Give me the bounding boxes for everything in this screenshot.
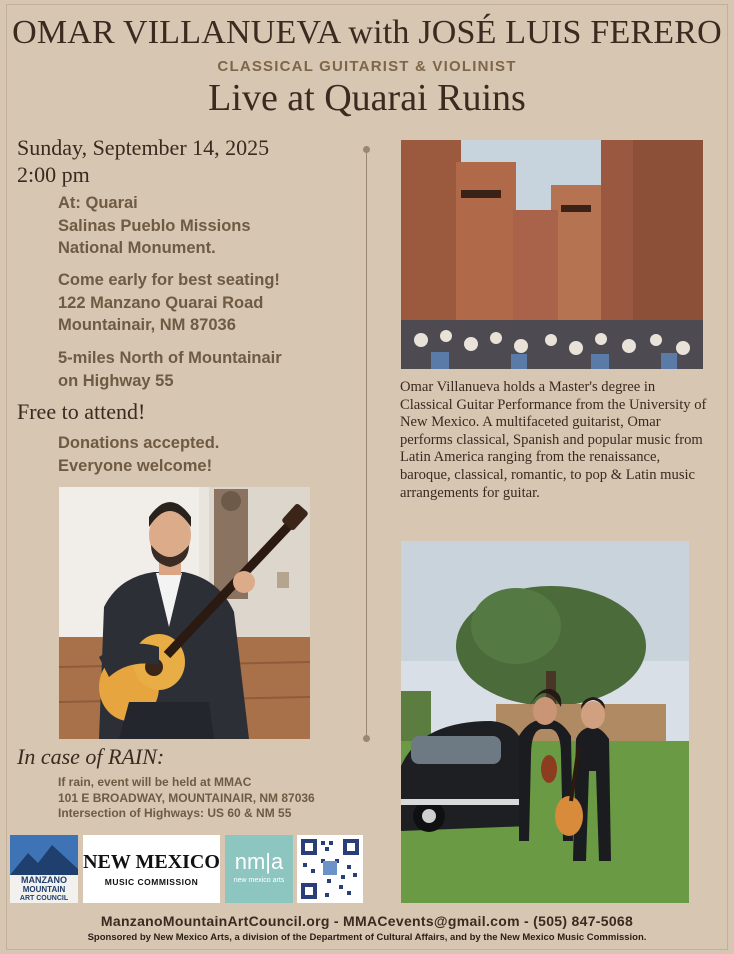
address-line: Come early for best seating! bbox=[58, 271, 280, 289]
venue-line: Salinas Pueblo Missions bbox=[58, 216, 251, 235]
venue-line: At: Quarai bbox=[58, 194, 138, 212]
rain-line: 101 E BROADWAY, MOUNTAINAIR, NM 87036 bbox=[58, 790, 315, 805]
guitarist-bio: Omar Villanueva holds a Master's degree in Classical Guitar Performance from the University of New Mexico. A multifaceted guitarist, Omar performs classical, Spanish and popular music from Latin America ranging from the renaissance, baroque, classical, romantic, to pop & Latin music arrangements for guitar. bbox=[400, 379, 707, 501]
sponsor-line: Sponsored by New Mexico Arts, a division of the Department of Cultural Affairs, and by the New Mexico Music Commission. bbox=[87, 932, 647, 943]
divider-dot-top bbox=[363, 146, 370, 153]
rain-heading: In case of RAIN: bbox=[17, 744, 165, 769]
directions-line: on Highway 55 bbox=[58, 371, 174, 390]
donation-line: Everyone welcome! bbox=[58, 456, 213, 475]
rain-line: If rain, event will be held at MMAC bbox=[58, 775, 252, 789]
directions-line: 5-miles North of Mountainair bbox=[58, 349, 282, 367]
manzano-logo-line: MOUNTAIN bbox=[22, 885, 66, 894]
rain-info bbox=[58, 775, 315, 822]
duo-photo bbox=[401, 541, 689, 903]
guitarist-illustration bbox=[59, 487, 310, 739]
guitarist-photo bbox=[59, 487, 310, 739]
event-datetime bbox=[17, 134, 269, 188]
qr-code-icon bbox=[297, 835, 363, 903]
ruins-illustration bbox=[401, 140, 703, 369]
column-divider bbox=[366, 150, 367, 738]
poster-title: OMAR VILLANUEVA with JOSÉ LUIS FERERO bbox=[12, 14, 722, 51]
contact-info: ManzanoMountainArtCouncil.org - MMACevents@gmail.com - (505) 847-5068 bbox=[100, 913, 634, 929]
manzano-logo-line: MANZANO bbox=[21, 875, 67, 885]
free-admission: Free to attend! bbox=[17, 399, 146, 424]
event-time: 2:00 pm bbox=[17, 162, 90, 187]
manzano-logo-line: ART COUNCIL bbox=[19, 895, 69, 902]
poster-headline: Live at Quarai Ruins bbox=[208, 77, 526, 119]
nm-arts-logo bbox=[225, 835, 293, 903]
directions-block bbox=[58, 347, 282, 392]
nm-music-commission-logo bbox=[83, 835, 220, 903]
mountain-icon bbox=[10, 835, 78, 875]
donation-line: Donations accepted. bbox=[58, 434, 220, 452]
nm-arts-mark: nm|a bbox=[234, 849, 284, 874]
duo-illustration bbox=[401, 541, 689, 903]
venue-line: National Monument. bbox=[58, 239, 216, 257]
poster-subtitle: CLASSICAL GUITARIST & VIOLINIST bbox=[217, 58, 517, 75]
nm-music-bottom: MUSIC COMMISSION bbox=[104, 877, 199, 887]
address-block bbox=[58, 269, 280, 337]
donation-block bbox=[58, 432, 219, 477]
venue-block bbox=[58, 192, 251, 260]
nm-arts-text: new mexico arts bbox=[233, 877, 285, 884]
address-line: 122 Manzano Quarai Road bbox=[58, 293, 264, 312]
ruins-photo bbox=[401, 140, 703, 369]
divider-dot-bottom bbox=[363, 735, 370, 742]
qr-code[interactable] bbox=[297, 835, 363, 903]
event-date: Sunday, September 14, 2025 bbox=[17, 135, 270, 160]
rain-line: Intersection of Highways: US 60 & NM 55 bbox=[58, 806, 292, 820]
manzano-logo bbox=[10, 835, 78, 903]
nm-music-top: NEW MEXICO bbox=[83, 851, 220, 873]
address-line: Mountainair, NM 87036 bbox=[58, 316, 236, 334]
